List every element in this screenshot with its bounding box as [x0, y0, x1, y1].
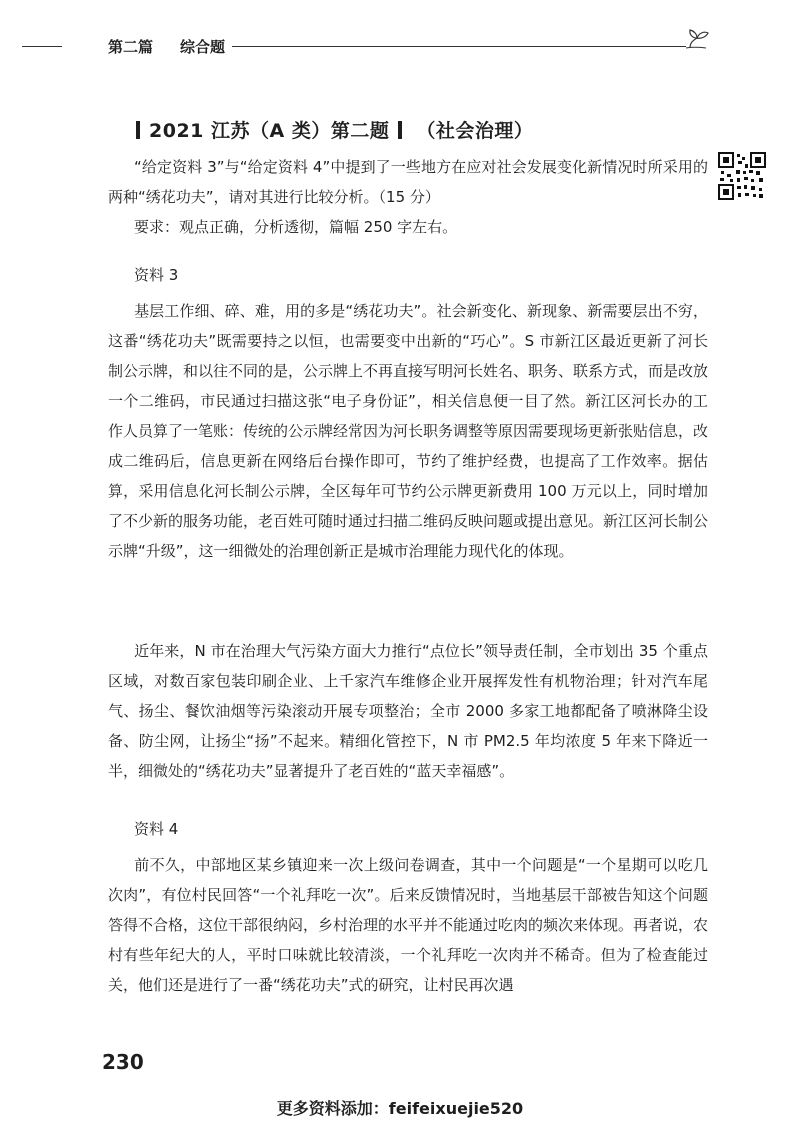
header-section-title: 综合题: [180, 38, 226, 56]
header-left-rule: [22, 46, 62, 47]
question-prompt-text: “给定资料 3”与“给定资料 4”中提到了一些地方在应对社会发展变化新情况时所采用的两种“绣花功夫”，请对其进行比较分析。（15 分）: [108, 158, 708, 206]
material-3-paragraph: [108, 636, 708, 786]
question-title-text: 2021 江苏（A 类）第二题: [149, 120, 390, 142]
title-bar-left: [136, 121, 140, 139]
paragraph-text: 基层工作细、碎、难，用的多是“绣花功夫”。社会新变化、新现象、新需要层出不穷，这番“绣花功夫”既需要持之以恒，也需要变中出新的“巧心”。S 市新江区最近更新了河长制公示牌，和以往不同的是，公示牌上不再直接写明河长姓名、职务、联系方式，而是改放一个二维码，市民通过扫描这张“电子身份证”，相关信息便一目了然。新江区河长办的工作人员算了一笔账：传统的公示牌经常因为河长职务调整等原因需要现场更新张贴信息，改成二维码后，信息更新在网络后台操作即可，节约了维护经费，也提高了工作效率。据估算，采用信息化河长制公示牌，全区每年可节约公示牌更新费用 100 万元以上，同时增加了不少新的服务功能，老百姓可随时通过扫描二维码反映问题或提出意见。新江区河长制公示牌“升级”，这一细微处的治理创新正是城市治理能力现代化的体现。: [108, 302, 709, 560]
header-rule: [232, 46, 686, 47]
qr-code-icon: [718, 152, 766, 200]
material-4-paragraph: [108, 850, 708, 1000]
paragraph-text: 近年来，N 市在治理大气污染方面大力推行“点位长”领导责任制，全市划出 35 个重点区域，对数百家包装印刷企业、上千家汽车维修企业开展挥发性有机物治理；针对汽车尾气、扬尘、餐饮油烟等污染滚动开展专项整治；全市 2000 多家工地都配备了喷淋降尘设备、防尘网，让扬尘“扬”不起来。精细化管控下，N 市 PM2.5 年均浓度 5 年来下降近一半，细微处的“绣花功夫”显著提升了老百姓的“蓝天幸福感”。: [108, 642, 708, 780]
page-number: 230: [102, 1050, 144, 1074]
question-title: [136, 116, 533, 143]
material-4-label: 资料 4: [134, 820, 179, 838]
material-3-label: 资料 3: [134, 266, 179, 284]
material-3-paragraph: [108, 296, 708, 566]
header-part-label: 第二篇: [108, 38, 154, 56]
paragraph-text: 前不久，中部地区某乡镇迎来一次上级问卷调查，其中一个问题是“一个星期可以吃几次肉”，有位村民回答“一个礼拜吃一次”。后来反馈情况时，当地基层干部被告知这个问题答得不合格，这位干部很纳闷，乡村治理的水平并不能通过吃肉的频次来体现。再者说，农村有些年纪大的人，平时口味就比较清淡，一个礼拜吃一次肉并不稀奇。但为了检查能过关，他们还是进行了一番“绣花功夫”式的研究，让村民再次遇: [108, 856, 709, 994]
footer-note: 更多资料添加：feifeixuejie520: [276, 1099, 524, 1118]
question-requirement: 要求：观点正确，分析透彻，篇幅 250 字左右。: [134, 218, 458, 236]
question-category: （社会治理）: [416, 120, 534, 142]
title-bar-right: [398, 121, 402, 139]
question-prompt: [108, 152, 708, 212]
sprout-icon: [684, 26, 710, 50]
